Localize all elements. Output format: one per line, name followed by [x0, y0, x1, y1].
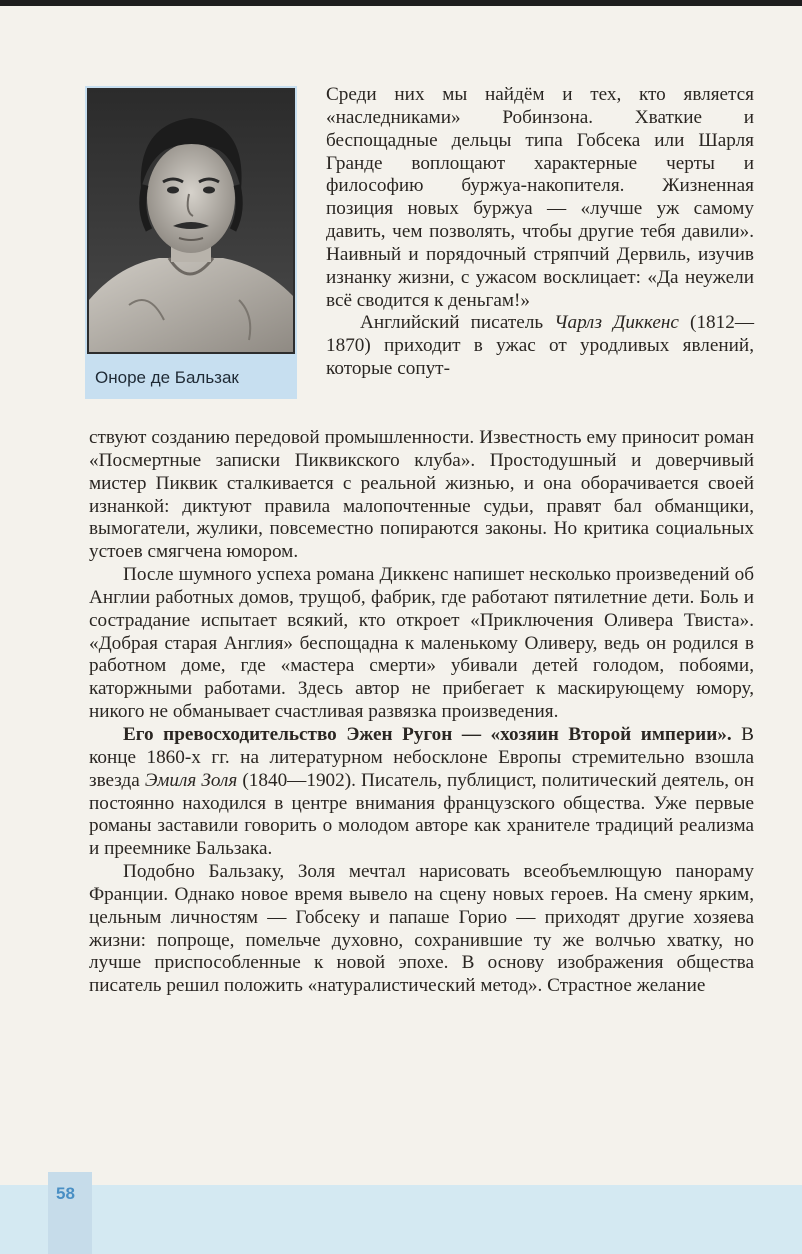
text-run: Английский писатель — [360, 312, 555, 334]
portrait-image — [87, 88, 295, 354]
paragraph: Подобно Бальзаку, Золя мечтал нарисовать всеобъемлющую панораму Франции. Однако новое время вывело на сцену новых героев. На смену ярким, цельным личностям — Гобсеку и папаше Горио — приходят другие хозяева жизни: попроще, помельче духовно, сохранившие ту же волчью хватку, но лучше приспособленные к новой эпохе. В основу изображения общества писатель решил положить «натуралистический метод». Страстное желание — [89, 861, 754, 997]
top-edge — [0, 0, 802, 6]
section-heading: Его превосходительство Эжен Ругон — «хозяин Второй империи». — [123, 723, 732, 745]
text-full-width — [89, 427, 754, 998]
paragraph: Среди них мы найдём и тех, кто является «наследниками» Робинзона. Хваткие и беспощадные дельцы типа Гобсека или Шарля Гранде воплощают характерные черты и философию буржуа-накопителя. Жизненная позиция новых буржуа — «лучше уж самому давить, чем позволять, чтобы другие тебя давили». Наивный и порядочный стряпчий Дервиль, изучив изнанку жизни, с ужасом восклицает: «Да неужели всё сводится к деньгам!» — [326, 84, 754, 311]
paragraph: ствуют созданию передовой промышленности. Известность ему приносит роман «Посмертные записки Пиквикского клуба». Простодушный и доверчивый мистер Пиквик сталкивается с реальной жизнью, и она оборачивается своей изнанкой: диктуют правила малопочтенные судьи, правят бал обманщики, вымогатели, жулики, повсеместно попираются законы. Но критика социальных устоев смягчена юмором. — [89, 427, 754, 563]
author-name: Эмиля Золя — [144, 769, 238, 791]
paragraph: После шумного успеха романа Диккенс напишет несколько произведений об Англии работных домов, трущоб, фабрик, где работают пятилетние дети. Боль и сострадание испытает всякий, кто откроет «Приключения Оливера Твиста». «Добрая старая Англия» беспощадна к маленькому Оливеру, ведь он родился в работном доме, где «мастера смерти» убивали детей голодом, побоями, каторжными работами. Здесь автор не прибегает к маскирующему юмору, никого не обманывает счастливая развязка произведения. — [89, 564, 754, 723]
bottom-band — [0, 1185, 802, 1254]
author-name: Чарлз Диккенс — [554, 312, 679, 334]
page-number: 58 — [56, 1184, 75, 1203]
text-run: (1840—1902). Писатель, публицист, политический деятель, он постоянно находился в центре внимания французского общества. Уже первые романы заставили говорить о молодом авторе как хранителе традиций реализма и преемнике Бальзака. — [89, 769, 754, 860]
balzac-portrait-illustration — [89, 90, 293, 352]
portrait-figure — [85, 86, 297, 399]
text-run: (1812—1870) приходит в ужас от уродливых явлений, которые сопут- — [326, 312, 755, 380]
text-run: В конце 1860-х гг. на литературном небосклоне Европы стремительно взошла звезда — [89, 723, 754, 791]
figure-caption: Оноре де Бальзак — [95, 368, 239, 387]
text-column-beside-figure — [326, 84, 754, 381]
paragraph — [326, 312, 754, 381]
paragraph — [89, 724, 754, 861]
